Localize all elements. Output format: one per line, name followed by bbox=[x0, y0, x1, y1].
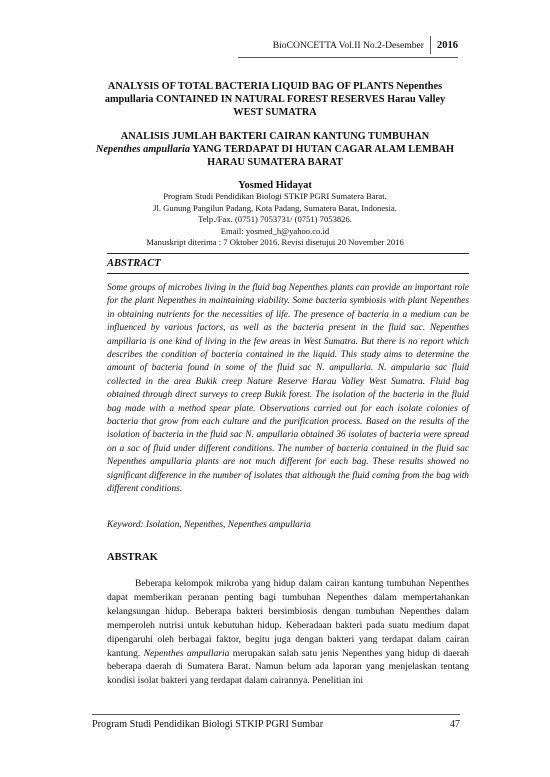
phone-line: Telp./Fax. (0751) 7053731/ (0751) 7053826. bbox=[198, 214, 352, 225]
abstrak-heading: ABSTRAK bbox=[107, 552, 158, 563]
journal-year: 2016 bbox=[437, 39, 458, 51]
abstract-top-rule bbox=[107, 253, 469, 254]
title-indonesian-rest: YANG TERDAPAT DI HUTAN CAGAR ALAM LEMBAH HARAU SUMATERA BARAT bbox=[190, 144, 455, 168]
title-english: ANALYSIS OF TOTAL BACTERIA LIQUID BAG OF PLANTS Nepenthes ampullaria CONTAINED IN NATURAL FOREST RESERVES Harau Valley WEST SUMATRA bbox=[104, 81, 446, 118]
running-head bbox=[273, 36, 458, 54]
abstract-text: Some groups of microbes living in the fluid bag Nepenthes plants can provide an important role for the plant Nepenthes in maintaining viability. Some bacteria symbiosis with plant Nepenthes in obtaining nutrients for the necessities of life. The presence of bacteria in a medium can be influenced by various factors, as well as the bacteria present in the fluid sac. Nepenthes ampillaria is one kind of living in the few areas in West Sumatra. But there is no report which describes the condition of bacteria contained in the liquid. This study aims to determine the amount of bacteria found in some of the fluid sac N. ampullaria. N. ampularia sac fluid collected in the area Bukik creep Nature Reserve Harau Valley West Sumatra. Fluid bag obtained through direct surveys to creep Bukik forest. The isolation of the bacteria in the fluid bag made with a method spear plate. Observations carried out for each isolate colonies of bacteria that grow from each culture and the purification process. Based on the results of the isolation of bacteria in the fluid sac N. ampullaria obtained 36 isolates of bacteria were spread on a sac of fluid under different conditions. The number of bacteria contained in the fluid sac Nepenthes ampullaria plants are not much different for each bag. These results showed no significant difference in the number of isolates that although the fluid coming from the bag with different conditions. bbox=[107, 283, 469, 495]
affiliation-line: Program Studi Pendidikan Biologi STKIP PGRI Sumatera Barat. bbox=[163, 191, 387, 201]
affiliation-block bbox=[95, 191, 455, 249]
title-block bbox=[95, 80, 455, 249]
abstract-heading-rule bbox=[107, 273, 469, 274]
author-name: Yosmed Hidayat bbox=[238, 180, 312, 191]
abstrak-text bbox=[107, 577, 469, 688]
page-number: 47 bbox=[449, 719, 460, 730]
title-indonesian-line1: ANALISIS JUMLAH BAKTERI CAIRAN KANTUNG TUMBUHAN bbox=[120, 131, 430, 142]
keywords: Keyword: Isolation, Nepenthes, Nepenthes ampullaria bbox=[107, 520, 311, 530]
header-rule bbox=[238, 57, 458, 58]
email-line: Email: yosmed_h@yahoo.co.id bbox=[220, 225, 330, 236]
abstrak-text-part1: Beberapa kelompok mikroba yang hidup dalam cairan kantung tumbuhan Nepenthes dapat memberikan peranan penting bagi tumbuhan Nepenthes dalam mempertahankan kelangsungan hidup. Beberapa bakteri bersimbiosis dengan tumbuhan Nepenthes dalam memperoleh nutrisi untuk kebutuhan hidup. Keberadaan bakteri pada suatu medium dapat dipengaruhi oleh berbagai faktor, begitu juga dengan bakteri yang terdapat dalam cairan kantung. bbox=[107, 578, 469, 659]
page-footer bbox=[92, 719, 460, 730]
footer-institution: Program Studi Pendidikan Biologi STKIP PGRI Sumbar bbox=[92, 719, 324, 730]
title-indonesian-species: Nepenthes ampullaria bbox=[95, 144, 191, 155]
manuscript-dates: Manuskript diterima : 7 Oktober 2016. Revisi disetujui 20 November 2016 bbox=[146, 237, 404, 248]
abstrak-text-part2: merupakan salah satu jenis Nepenthes yang hidup di daerah beberapa daerah di Sumatera Barat. Namun belum ada laporan yang menjelaskan tentang kondisi isolat bakteri yang terdapat dalam cairannya. Penelitian ini bbox=[107, 647, 469, 687]
address-line: Jl. Gunung Pangilun Padang, Kota Padang, Sumatera Barat, Indonesia. bbox=[153, 202, 397, 213]
journal-name: BioCONCETTA Vol.II No.2-Desember bbox=[273, 36, 431, 54]
title-indonesian bbox=[95, 130, 455, 169]
footer-rule bbox=[92, 714, 460, 715]
abstrak-species: Nepenthes ampullaria bbox=[143, 647, 230, 659]
abstract-heading: ABSTRACT bbox=[107, 258, 161, 269]
